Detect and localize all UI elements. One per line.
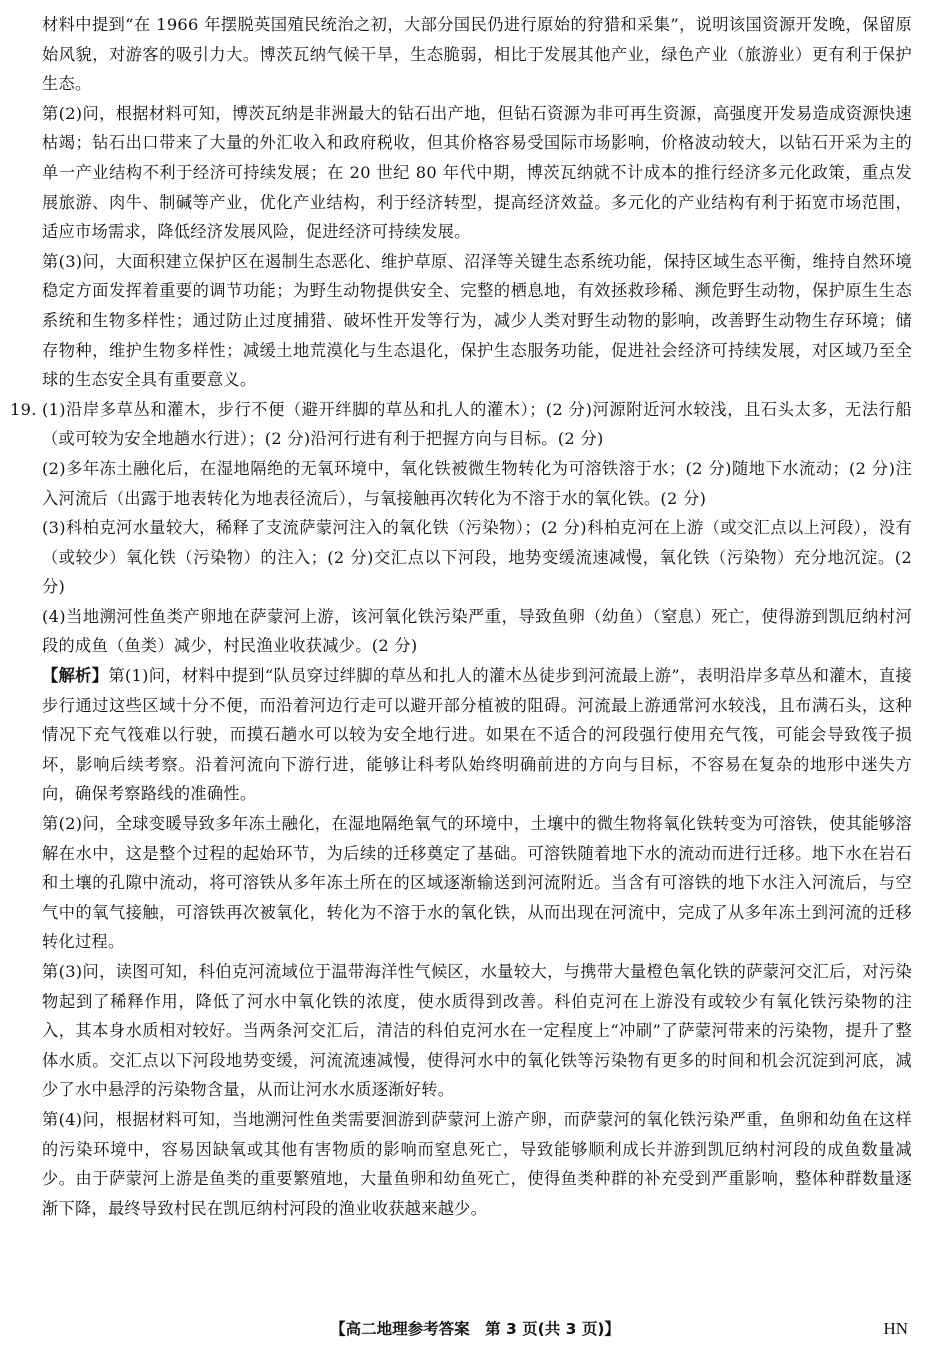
analysis-label: 【解析】: [42, 666, 109, 686]
analysis-paragraph-1: [42, 661, 912, 809]
analysis-paragraph-3: 第(3)问，读图可知，科伯克河流域位于温带海洋性气候区，水量较大，与携带大量橙色氧化铁的萨蒙河交汇后，对污染物起到了稀释作用，降低了河水中氧化铁的浓度，使水质得到改善。科伯克河在上游没有或较少有氧化铁污染物的注入，其本身水质相对较好。当两条河交汇后，清洁的科伯克河水在一定程度上“冲刷”了萨蒙河带来的污染物，提升了整体水质。交汇点以下河段地势变缓，河流流速减慢，使得河水中的氧化铁等污染物有更多的时间和机会沉淀到河底，减少了水中悬浮的污染物含量，从而让河水水质逐渐好转。: [42, 962, 912, 1100]
analysis-paragraph-4: 第(4)问，根据材料可知，当地溯河性鱼类需要洄游到萨蒙河上游产卵，而萨蒙河的氧化铁污染严重，鱼卵和幼鱼在这样的污染环境中，容易因缺氧或其他有害物质的影响而窒息死亡，导致能够顺利成长并游到凯厄纳村河段的成鱼数量减少。由于萨蒙河上游是鱼类的重要繁殖地，大量鱼卵和幼鱼死亡，使得鱼类种群的补充受到严重影响，整体种群数量逐渐下降，最终导致村民在凯厄纳村河段的渔业收获越来越少。: [42, 1109, 912, 1218]
analysis-text-1: 第(1)问，材料中提到“队员穿过绊脚的草丛和扎人的灌木丛徒步到河流最上游”，表明沿岸多草丛和灌木，直接步行通过这些区域十分不便，而沿着河边行走可以避开部分植被的阻碍。河流最上游通常河水较浅，且布满石头，这种情况下充气筏难以行驶，而摸石趟水可以较为安全地行进。如果在不适合的河段强行使用充气筏，可能会导致筏子损坏，影响后续考察。沿着河流向下游行进，能够让科考队始终明确前进的方向与目标，不容易在复杂的地形中迷失方向，确保考察路线的准确性。: [42, 666, 912, 804]
q19-answer-4: (4)当地溯河性鱼类产卵地在萨蒙河上游，该河氧化铁污染严重，导致鱼卵（幼鱼）（窒息）死亡，使得游到凯厄纳村河段的成鱼（鱼类）减少，村民渔业收获减少。(2 分): [42, 606, 912, 656]
footer-code: HN: [883, 1319, 908, 1338]
analysis-paragraph-2: 第(2)问，全球变暖导致多年冻土融化，在湿地隔绝氧气的环境中，土壤中的微生物将氧化铁转变为可溶铁，使其能够溶解在水中，这是整个过程的起始环节，为后续的迁移奠定了基础。可溶铁随着地下水的流动而进行迁移。地下水在岩石和土壤的孔隙中流动，将可溶铁从多年冻土所在的区域逐渐输送到河流附近。当含有可溶铁的地下水注入河流后，与空气中的氧气接触，可溶铁再次被氧化，转化为不溶于水的氧化铁，从而出现在河流中，完成了从多年冻土到河流的迁移转化过程。: [42, 814, 912, 952]
footer-title: 【高二地理参考答案 第 3 页(共 3 页)】: [330, 1320, 620, 1338]
question-19-block: [10, 395, 912, 661]
paragraph-q18-2: 第(2)问，根据材料可知，博茨瓦纳是非洲最大的钻石出产地，但钻石资源为非可再生资源，高强度开发易造成资源快速枯竭；钻石出口带来了大量的外汇收入和政府税收，但其价格容易受国际市场影响，价格波动较大，以钻石开采为主的单一产业结构不利于经济可持续发展；在 20 世纪 80 年代中期，博茨瓦纳就不计成本的推行经济多元化政策，重点发展旅游、肉牛、制碱等产业，优化产业结构，利于经济转型，提高经济效益。多元化的产业结构有利于拓宽市场范围，适应市场需求，降低经济发展风险，促进经济可持续发展。: [42, 103, 912, 242]
page-footer: [0, 1314, 950, 1344]
q19-answer-1: (1)沿岸多草丛和灌木，步行不便（避开绊脚的草丛和扎人的灌木）；(2 分)河源附近河水较浅，且石头太多，无法行船（或可较为安全地趟水行进）；(2 分)沿河行进有利于把握方向与目标。(2 分): [42, 399, 912, 449]
answer-content: [10, 10, 912, 1223]
question-number: 19.: [10, 399, 37, 419]
q19-answer-2: (2)多年冻土融化后，在湿地隔绝的无氧环境中，氧化铁被微生物转化为可溶铁溶于水；(2 分)随地下水流动；(2 分)注入河流后（出露于地表转化为地表径流后），与氧接触再次转化为不溶于水的氧化铁。(2 分): [42, 458, 912, 508]
paragraph-q18-3: 第(3)问，大面积建立保护区在遏制生态恶化、维护草原、沼泽等关键生态系统功能，保持区域生态平衡，维持自然环境稳定方面发挥着重要的调节功能；为野生动物提供安全、完整的栖息地，有效拯救珍稀、濒危野生动物，保护原生生态系统和生物多样性；通过防止过度捕猎、破坏性开发等行为，减少人类对野生动物的影响，改善野生动物生存环境；储存物种，维护生物多样性；减缓土地荒漠化与生态退化，保护生态服务功能，促进社会经济可持续发展，对区域乃至全球的生态安全具有重要意义。: [42, 251, 912, 390]
paragraph-q18-1-continued: 材料中提到“在 1966 年摆脱英国殖民统治之初，大部分国民仍进行原始的狩猎和采集”，说明该国资源开发晚，保留原始风貌，对游客的吸引力大。博茨瓦纳气候干旱，生态脆弱，相比于发展其他产业，绿色产业（旅游业）更有利于保护生态。: [42, 15, 912, 94]
q19-answer-3: (3)科柏克河水量较大，稀释了支流萨蒙河注入的氧化铁（污染物）；(2 分)科柏克河在上游（或交汇点以上河段），没有（或较少）氧化铁（污染物）的注入；(2 分)交汇点以下河段，地势变缓流速减慢，氧化铁（污染物）充分地沉淀。(2 分): [42, 518, 912, 597]
